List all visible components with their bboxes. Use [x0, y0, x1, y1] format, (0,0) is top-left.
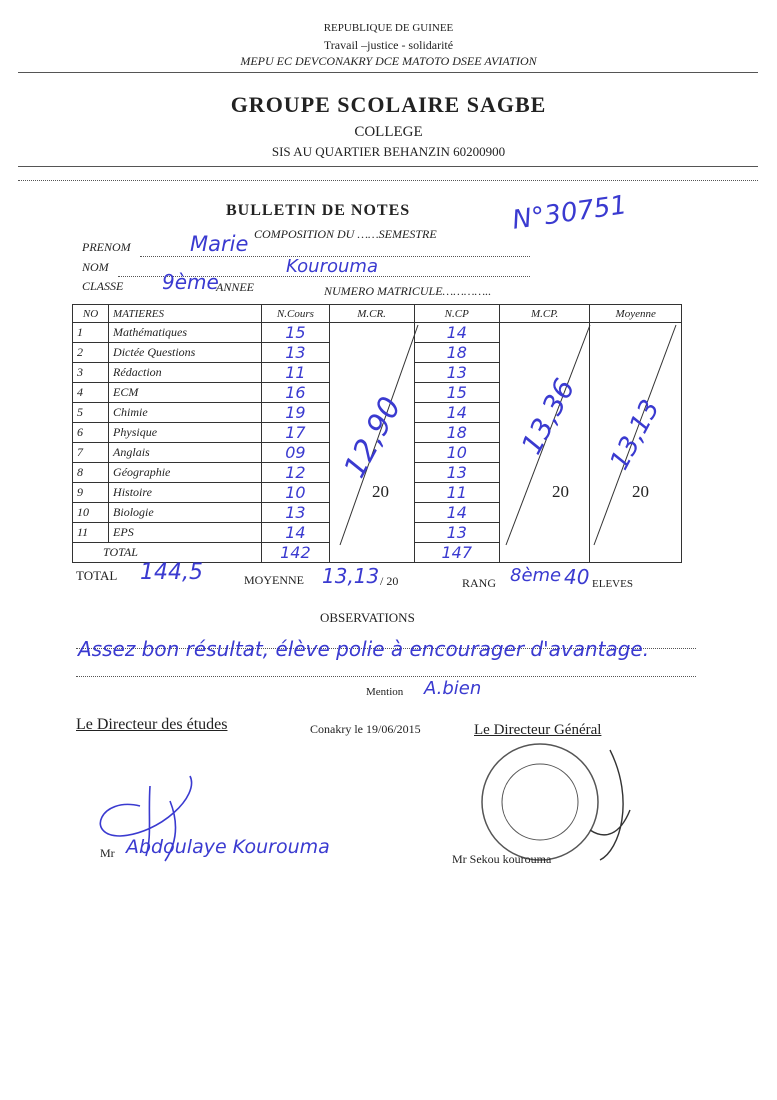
summary-total-label: TOTAL [76, 568, 118, 583]
moyenne-over: 20 [632, 482, 649, 501]
row-no: 6 [73, 423, 109, 443]
right-name: Mr Sekou kourouma [452, 852, 552, 866]
school-stamp [460, 740, 660, 870]
row-no: 8 [73, 463, 109, 483]
summary-rang-value: 8ème [510, 565, 562, 586]
header-n-cp: N.CP [414, 305, 499, 323]
director-general-title: Le Directeur Général [474, 722, 602, 738]
prenom-label: PRENOM [82, 240, 131, 254]
bulletin-title: BULLETIN DE NOTES [226, 202, 411, 219]
row-cours: 09 [262, 443, 329, 463]
mention-value: A.bien [424, 678, 482, 699]
summary-moyenne-label: MOYENNE [244, 573, 304, 587]
left-name-prefix: Mr [100, 846, 115, 860]
left-name: Abdoulaye Kourouma [126, 836, 330, 858]
total-cp: 147 [414, 543, 499, 563]
bulletin-number: N°30751 [510, 190, 629, 236]
row-subject: Biologie [109, 503, 262, 523]
row-cours: 15 [262, 323, 329, 343]
row-cours: 12 [262, 463, 329, 483]
summary-moyenne-value: 13,13 [322, 564, 380, 588]
summary-rang-label: RANG [462, 576, 497, 590]
row-no: 11 [73, 523, 109, 543]
mention-label: Mention [366, 686, 404, 698]
row-cours: 14 [262, 523, 329, 543]
row-no: 10 [73, 503, 109, 523]
classe-label: CLASSE [82, 279, 124, 293]
row-subject: Anglais [109, 443, 262, 463]
row-cours: 19 [262, 403, 329, 423]
prenom-value: Marie [190, 232, 249, 256]
row-cp: 13 [414, 523, 499, 543]
header-no: NO [73, 305, 109, 323]
annee-label: ANNEE [216, 280, 254, 294]
row-cp: 13 [414, 363, 499, 383]
row-cp: 14 [414, 403, 499, 423]
summary-eleves-count: 40 [564, 565, 590, 589]
row-subject: EPS [109, 523, 262, 543]
row-no: 1 [73, 323, 109, 343]
header-subjects: MATIERES [109, 305, 262, 323]
row-no: 3 [73, 363, 109, 383]
school-level: COLLEGE [354, 124, 423, 140]
row-cours: 13 [262, 503, 329, 523]
summary-moyenne-over: / 20 [380, 574, 399, 588]
row-subject: Géographie [109, 463, 262, 483]
header-moyenne: Moyenne [590, 305, 682, 323]
header-m-cp: M.CP. [499, 305, 590, 323]
nom-value: Kourouma [286, 256, 378, 277]
ministry-line: MEPU EC DEVCONAKRY DCE MATOTO DSEE AVIATION [240, 54, 537, 68]
row-cp: 10 [414, 443, 499, 463]
row-no: 9 [73, 483, 109, 503]
row-cp: 13 [414, 463, 499, 483]
row-cp: 18 [414, 343, 499, 363]
country-name: REPUBLIQUE DE GUINEE [323, 22, 454, 34]
country-motto: Travail –justice - solidarité [323, 38, 454, 52]
school-name: GROUPE SCOLAIRE SAGBE [230, 92, 547, 117]
mcr-over: 20 [372, 482, 389, 501]
row-subject: Dictée Questions [109, 343, 262, 363]
total-label: TOTAL [73, 543, 262, 563]
row-subject: Mathématiques [109, 323, 262, 343]
row-cp: 14 [414, 503, 499, 523]
place-date: Conakry le 19/06/2015 [310, 722, 421, 736]
row-cours: 13 [262, 343, 329, 363]
row-subject: Chimie [109, 403, 262, 423]
row-no: 7 [73, 443, 109, 463]
row-cours: 16 [262, 383, 329, 403]
row-subject: Rédaction [109, 363, 262, 383]
mcp-over: 20 [552, 482, 569, 501]
mcr-value: 12,90 [337, 391, 409, 484]
row-subject: Physique [109, 423, 262, 443]
header-n-cours: N.Cours [262, 305, 329, 323]
row-cp: 18 [414, 423, 499, 443]
summary-total-value: 144,5 [140, 560, 203, 585]
total-cours: 142 [262, 543, 329, 563]
header-m-cr: M.CR. [329, 305, 414, 323]
observations-title: OBSERVATIONS [320, 610, 415, 625]
row-no: 5 [73, 403, 109, 423]
row-cours: 10 [262, 483, 329, 503]
row-no: 2 [73, 343, 109, 363]
row-subject: Histoire [109, 483, 262, 503]
director-studies-title: Le Directeur des études [76, 716, 228, 733]
row-cp: 15 [414, 383, 499, 403]
row-cp: 11 [414, 483, 499, 503]
row-no: 4 [73, 383, 109, 403]
row-cours: 17 [262, 423, 329, 443]
matricule-label: NUMERO MATRICULE………….. [324, 284, 492, 298]
school-address: SIS AU QUARTIER BEHANZIN 60200900 [271, 144, 506, 159]
observations-text: Assez bon résultat, élève polie à encourager d'avantage. [78, 637, 650, 661]
row-subject: ECM [109, 383, 262, 403]
row-cp: 14 [414, 323, 499, 343]
classe-value: 9ème [162, 270, 219, 294]
composition-label: COMPOSITION DU ……SEMESTRE [254, 227, 437, 241]
row-cours: 11 [262, 363, 329, 383]
nom-label: NOM [82, 260, 109, 274]
moyenne-value: 13,13 [604, 395, 666, 475]
summary-eleves-label: ELEVES [592, 578, 633, 590]
mcp-value: 13,36 [514, 373, 582, 460]
